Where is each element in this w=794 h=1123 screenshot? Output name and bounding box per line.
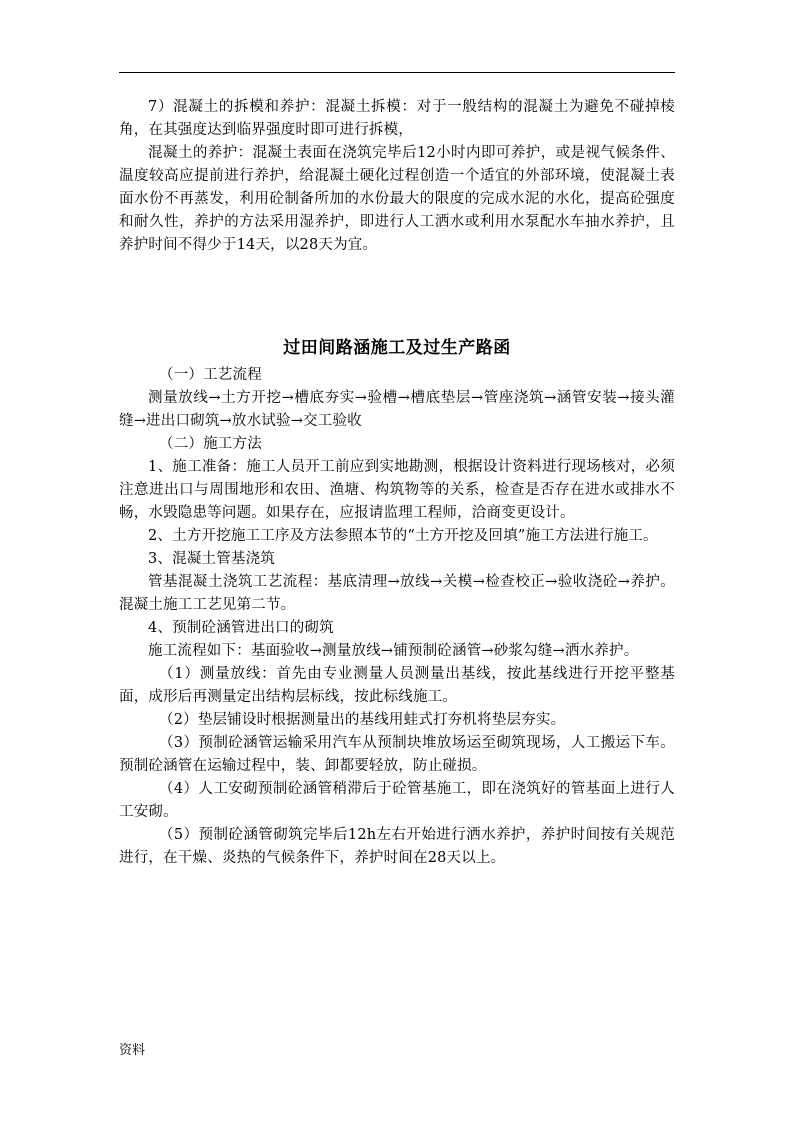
section-curing <box>119 96 675 257</box>
header-rule <box>119 72 675 73</box>
heading-inlet-outlet-masonry: 4、预制砼涵管进出口的砌筑 <box>148 620 334 636</box>
paragraph-preparation: 1、施工准备：施工人员开工前应到实地勘测，根据设计资料进行现场核对，必须注意进出口与周围地形和农田、渔塘、构筑物等的关系，检查是否存在进水或排水不畅，水毁隐患等问题。如果存在，应报请监理工程师，洽商变更设计。 <box>119 459 675 521</box>
paragraph-concrete-curing: 混凝土的养护：混凝土表面在浇筑完毕后12小时内即可养护，或是视气候条件、温度较高应提前进行养护，给混凝土硬化过程创造一个适宜的外部环境，使混凝土表面水份不再蒸发，利用砼制备所加的水份最大的限度的完成水泥的水化，提高砼强度和耐久性，养护的方法采用湿养护，即进行人工洒水或利用水泵配水车抽水养护，且养护时间不得少于14天，以28天为宜。 <box>119 145 675 253</box>
heading-process-flow: （一）工艺流程 <box>159 367 262 383</box>
item-transport: （3）预制砼涵管运输采用汽车从预制块堆放场运至砌筑现场，人工搬运下车。预制砼涵管在运输过程中，装、卸都要轻放，防止碰损。 <box>119 735 675 774</box>
section-culvert-construction <box>119 364 675 870</box>
footer-label: 资料 <box>119 1043 146 1058</box>
item-surveying: （1）测量放线：首先由专业测量人员测量出基线，按此基线进行开挖平整基面，成形后再测量定出结构层标线，按此标线施工。 <box>119 666 675 705</box>
item-installation: （4）人工安砌预制砼涵管稍滞后于砼管基施工，即在浇筑好的管基面上进行人工安砌。 <box>119 781 675 820</box>
heading-pipe-base: 3、混凝土管基浇筑 <box>148 551 276 567</box>
paragraph-pipe-base: 管基混凝土浇筑工艺流程：基底清理→放线→关模→检查校正→验收浇砼→养护。混凝土施工工艺见第二节。 <box>119 574 675 613</box>
paragraph-construction-flow: 施工流程如下：基面验收→测量放线→铺预制砼涵管→砂浆勾缝→洒水养护。 <box>148 643 639 659</box>
item-cushion-layer: （2）垫层铺设时根据测量出的基线用蛙式打夯机将垫层夯实。 <box>159 712 566 728</box>
heading-construction-method: （二）施工方法 <box>159 436 262 452</box>
section-title: 过田间路涵施工及过生产路函 <box>283 338 511 358</box>
paragraph-process-flow: 测量放线→土方开挖→槽底夯实→验槽→槽底垫层→管座浇筑→涵管安装→接头灌缝→进出口砌筑→放水试验→交工验收 <box>119 390 675 429</box>
paragraph-formwork-removal: 7）混凝土的拆模和养护：混凝土拆模：对于一般结构的混凝土为避免不碰掉棱角，在其强度达到临界强度时即可进行拆模， <box>119 99 675 138</box>
item-curing: （5）预制砼涵管砌筑完毕后12h左右开始进行洒水养护，养护时间按有关规范进行，在干燥、炎热的气候条件下，养护时间在28天以上。 <box>119 827 675 866</box>
paragraph-earthwork: 2、土方开挖施工工序及方法参照本节的“土方开挖及回填”施工方法进行施工。 <box>148 528 658 544</box>
